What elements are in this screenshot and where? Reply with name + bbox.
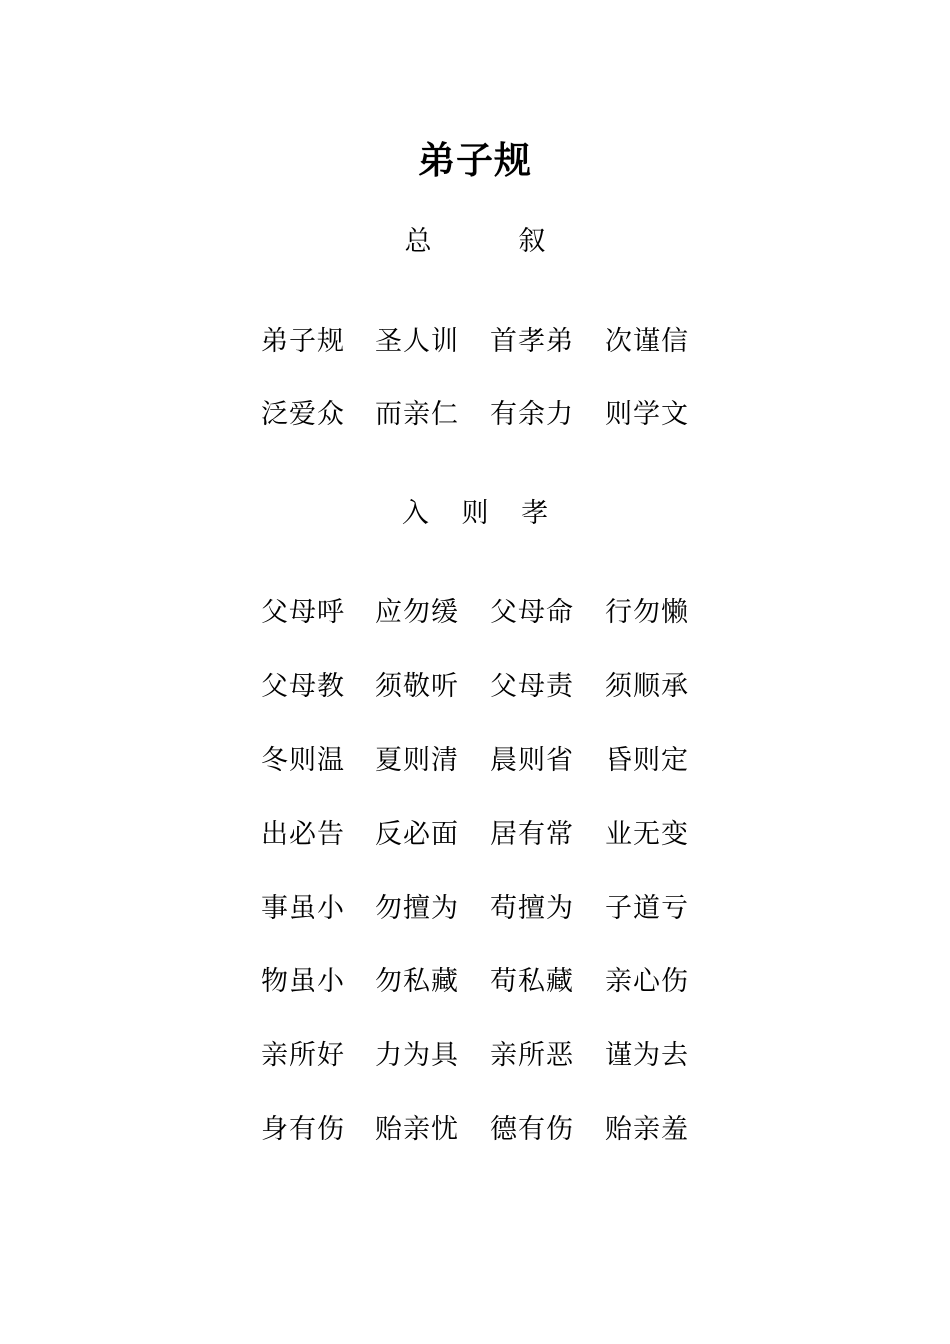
verse-phrase: 贻亲忧 [375, 1114, 459, 1145]
section-heading-text: 入 则 孝 [401, 498, 561, 529]
verse-phrase: 晨则省 [490, 745, 574, 776]
verse-phrase: 父母呼 [261, 597, 345, 628]
verse-phrase: 物虽小 [261, 966, 345, 997]
verse-phrase: 勿私藏 [375, 966, 459, 997]
verse-phrase: 勿擅为 [375, 893, 459, 924]
verse-phrase: 居有常 [490, 819, 574, 850]
verse-row [261, 889, 721, 929]
verse-phrase: 有余力 [490, 399, 574, 430]
verse-phrase: 昏则定 [605, 745, 689, 776]
verse-row [261, 395, 721, 435]
verse-phrase: 父母命 [490, 597, 574, 628]
verse-phrase: 事虽小 [261, 893, 345, 924]
verse-phrase: 首孝弟 [490, 326, 574, 357]
verse-row [261, 741, 721, 781]
verse-phrase: 次谨信 [605, 326, 689, 357]
verse-phrase: 谨为去 [605, 1040, 689, 1071]
verse-phrase: 父母教 [261, 671, 345, 702]
verse-row [261, 1110, 721, 1150]
verse-phrase: 圣人训 [375, 326, 459, 357]
verse-phrase: 夏则清 [375, 745, 459, 776]
verse-phrase: 父母责 [490, 671, 574, 702]
verse-phrase: 苟擅为 [490, 893, 574, 924]
verse-phrase: 行勿懒 [605, 597, 689, 628]
verse-phrase: 身有伤 [261, 1114, 345, 1145]
verse-row [261, 322, 721, 362]
verse-phrase: 出必告 [261, 819, 345, 850]
verse-phrase: 应勿缓 [375, 597, 459, 628]
verse-phrase: 贻亲羞 [605, 1114, 689, 1145]
verse-phrase: 冬则温 [261, 745, 345, 776]
verse-phrase: 亲所恶 [490, 1040, 574, 1071]
verse-phrase: 须顺承 [605, 671, 689, 702]
section-heading-text: 总 叙 [404, 226, 576, 257]
verse-row [261, 815, 721, 855]
verse-phrase: 力为具 [375, 1040, 459, 1071]
verse-phrase: 则学文 [605, 399, 689, 430]
verse-phrase: 弟子规 [261, 326, 345, 357]
verse-phrase: 德有伤 [490, 1114, 574, 1145]
section-heading-filial [0, 494, 950, 534]
page-title: 弟子规 [418, 139, 532, 182]
verse-phrase: 亲所好 [261, 1040, 345, 1071]
verse-phrase: 须敬听 [375, 671, 459, 702]
verse-row [261, 962, 721, 1002]
verse-phrase: 业无变 [605, 819, 689, 850]
verse-phrase: 而亲仁 [375, 399, 459, 430]
verse-row [261, 593, 721, 633]
section-heading-general [0, 222, 950, 262]
verse-phrase: 子道亏 [605, 893, 689, 924]
verse-phrase: 亲心伤 [605, 966, 689, 997]
verse-row [261, 667, 721, 707]
verse-phrase: 反必面 [375, 819, 459, 850]
verse-phrase: 苟私藏 [490, 966, 574, 997]
verse-row [261, 1036, 721, 1076]
verse-phrase: 泛爱众 [261, 399, 345, 430]
